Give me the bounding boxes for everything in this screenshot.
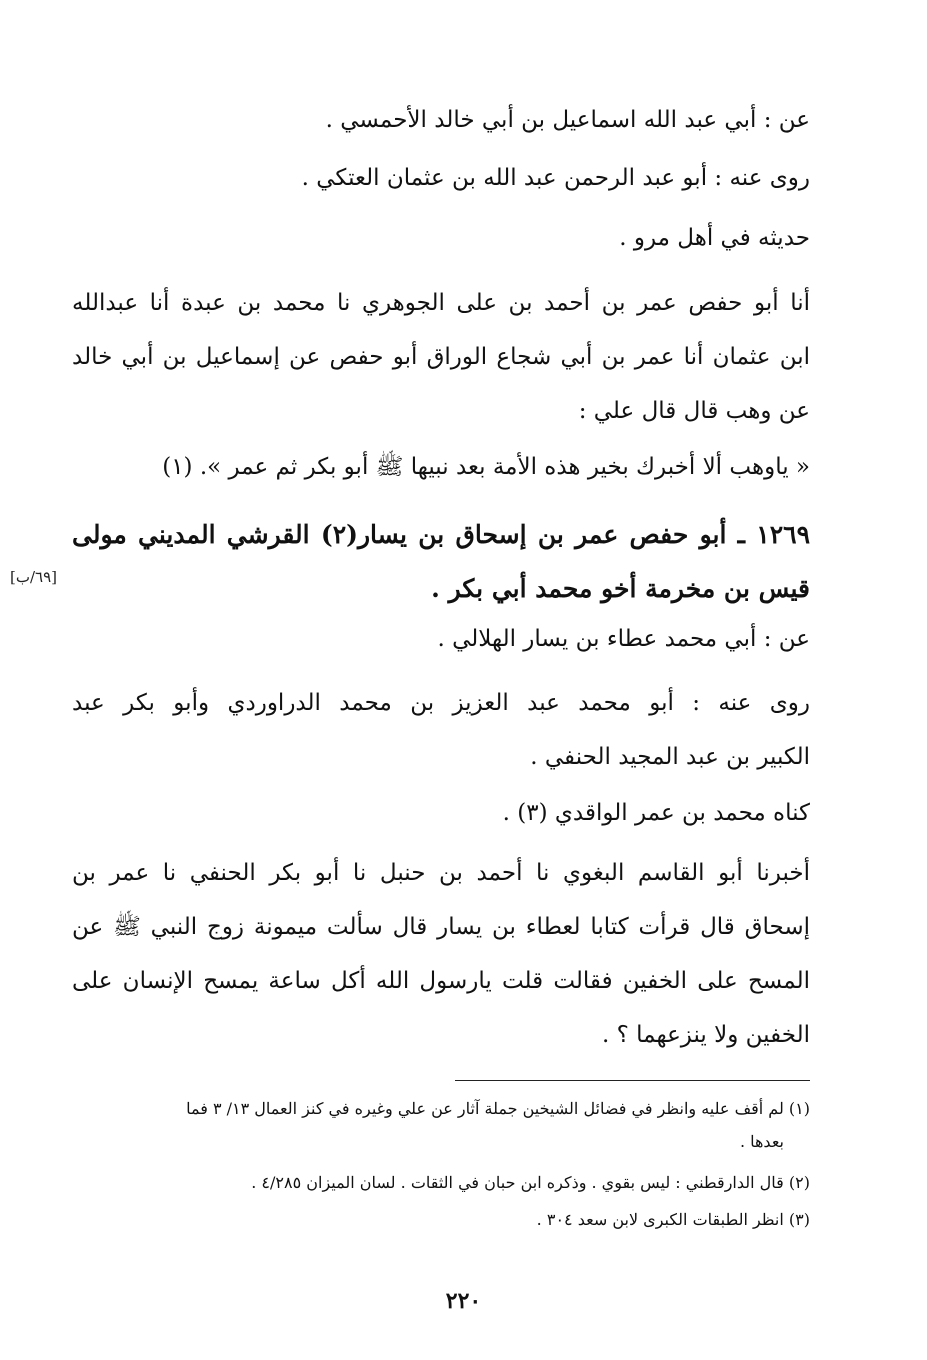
text-line-13: كناه محمد بن عمر الواقدي (٣) . (502, 800, 810, 826)
isnad-paragraph-2 (72, 846, 810, 1062)
footnotes (72, 1092, 810, 1236)
margin-folio-note: [٦٩/ب] (10, 568, 58, 586)
text-line-16: المسح على الخفين فقالت قلت يارسول الله أكل ساعة يمسح الإنسان على (72, 968, 810, 994)
text-line-5: ابن عثمان أنا عمر بن أبي شجاع الوراق أبو حفص عن إسماعيل بن أبي خالد (72, 344, 810, 370)
text-line-15: إسحاق قال قرأت كتابا لعطاء بن يسار قال سألت ميمونة زوج النبي ﷺ عن (72, 914, 810, 940)
footnote-3: (٣) انظر الطبقات الكبرى لابن سعد ٣٠٤ . (536, 1210, 810, 1229)
text-line-3: حديثه في أهل مرو . (619, 225, 810, 251)
entry-heading (72, 508, 810, 616)
text-line-4: أنا أبو حفص عمر بن أحمد بن على الجوهري نا محمد بن عبدة أنا عبدالله (72, 290, 810, 316)
narrators-block-1 (72, 93, 810, 265)
footnote-1 (72, 1092, 810, 1158)
text-line-7: « ياوهب ألا أخبرك بخير هذه الأمة بعد نبيها ﷺ أبو بكر ثم عمر ». (١) (162, 454, 810, 480)
text-line-2: روى عنه : أبو عبد الرحمن عبد الله بن عثمان العتكي . (301, 165, 810, 191)
text-line-10: عن : أبي محمد عطاء بن يسار الهلالي . (437, 626, 810, 652)
text-line-1: عن : أبي عبد الله اسماعيل بن أبي خالد الأحمسي . (325, 107, 810, 133)
narrators-block-2 (72, 612, 810, 666)
text-line-6: عن وهب قال قال علي : (578, 398, 810, 424)
text-line-14: أخبرنا أبو القاسم البغوي نا أحمد بن حنبل نا أبو بكر الحنفي نا عمر بن (72, 860, 810, 886)
footnote-2: (٢) قال الدارقطني : ليس بقوي . وذكره ابن حبان في الثقات . لسان الميزان ٤/٢٨٥ . (251, 1173, 810, 1192)
footnote-1-line-2: بعدها . (739, 1132, 784, 1151)
narrated-by-block (72, 676, 810, 784)
footnote-1-line-1: (١) لم أقف عليه وانظر في فضائل الشيخين جملة آثار عن علي وغيره في كنز العمال ١٣/ ٣ فما (186, 1099, 810, 1118)
footnote-separator (455, 1080, 810, 1081)
kunya-line (72, 786, 810, 840)
hadith-quote (72, 440, 810, 494)
text-line-12: الكبير بن عبد المجيد الحنفي . (530, 744, 810, 770)
heading-line-2: قيس بن مخرمة أخو محمد أبي بكر . (431, 574, 810, 603)
page-number: ٢٢٠ (445, 1288, 482, 1314)
text-line-17: الخفين ولا ينزعهما ؟ . (602, 1022, 810, 1048)
isnad-paragraph-1 (72, 276, 810, 438)
text-line-11: روى عنه : أبو محمد عبد العزيز بن محمد الدراوردي وأبو بكر عبد (72, 690, 810, 716)
heading-line-1: ١٢٦٩ ـ أبو حفص عمر بن إسحاق بن يسار(٢) القرشي المديني مولى (72, 520, 810, 549)
